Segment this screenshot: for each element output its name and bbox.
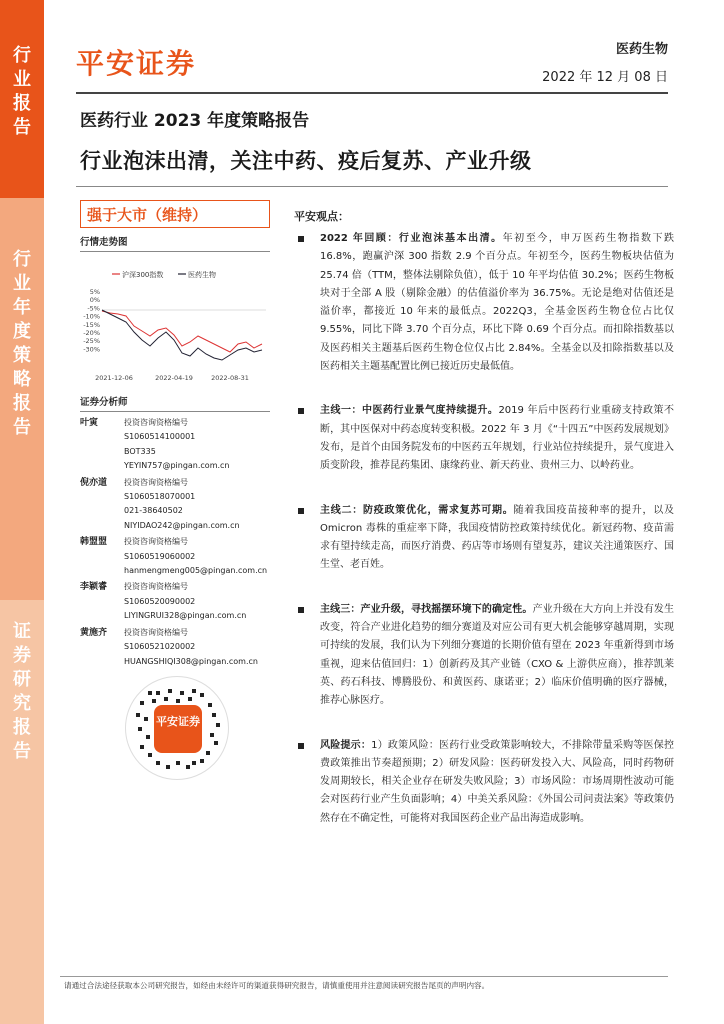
y-tick-label: -10%	[83, 312, 100, 321]
view-item	[294, 601, 674, 711]
x-tick-label: 2022-04-19	[155, 374, 193, 382]
y-tick-label: 5%	[89, 288, 100, 296]
view-item	[294, 502, 674, 575]
sector-series-line	[102, 310, 262, 360]
view-lead: 主线一：中医药行业景气度持续提升。	[320, 405, 499, 417]
rating-box	[80, 200, 270, 228]
report-subtitle: 医药行业 2023 年度策略报告	[80, 111, 310, 131]
x-tick-label: 2021-12-06	[95, 374, 133, 382]
left-column	[80, 200, 270, 671]
sidebar-middle-block	[0, 198, 44, 600]
rating-text: 强于大市（维持）	[87, 206, 208, 224]
analyst-phone: 021-38640502	[124, 506, 183, 516]
view-text: 2019 年后中医药行业重磅支持政策不断，其中医保对中药态度转变积极。2022 年 3 月《“十四五”中医药发展规划》发布，是首个由国务院发布的中医药五年规划，行业站位持续提升，景气度进入质变阶段，推荐昆药集团、康缘药业、新天药业、贵州三力、以岭药业。	[320, 405, 675, 472]
y-tick-label: -25%	[83, 337, 100, 346]
analyst-name: 韩盟盟	[80, 537, 108, 548]
view-text: 年初至今，申万医药生物指数下跌 16.8%，跑赢沪深 300 指数 2.9 个百分点。年初至今，医药生物板块估值为 25.74 倍（TTM，整体法剔除负值），低于 10 年平均估值 30.2%；医药生物板块对于全部 A 股（剔除金融）的估值溢价率为 36.75%。无论是绝对估值还是溢价率，都接近 10 年来的最低点。2022Q3，全基金医药生物仓位占比仅 9.55%，同比下降 3.70 个百分点，环比下降 0.69 个百分点。而扣除指数基以及医药相关主题基后医药生物仓位仅占比 2.84%。全基金以及扣除指数基以及医药相关主题基配置比例已接近历史最低值。	[320, 233, 674, 373]
y-tick-label: -30%	[83, 345, 100, 354]
analyst-entry	[80, 535, 270, 578]
analyst-cert-no: S1060518070001	[124, 492, 196, 502]
right-column	[294, 208, 674, 828]
analyst-entry	[80, 626, 270, 669]
footer-divider	[60, 976, 668, 977]
view-text: 随着我国疫苗接种率的提升，以及 Omicron 毒株的重症率下降，我国疫情防控政策持续优化。新冠药物、疫苗需求有望持续走高，而医疗消费、药店等市场则有望复苏，建议关注通策医疗、国生堂、老百姓。	[320, 504, 674, 571]
analyst-cert-no: S1060520090002	[124, 596, 196, 606]
analyst-name: 李颖睿	[80, 582, 108, 593]
analyst-entry	[80, 580, 270, 623]
y-tick-label: -20%	[83, 329, 100, 337]
sidebar-bottom-label: 证券研究报告	[13, 621, 31, 762]
analyst-cert-label: 投资咨询资格编号	[124, 627, 188, 637]
title-divider	[76, 186, 668, 187]
footer-disclaimer: 请通过合法途径获取本公司研究报告，如经由未经许可的渠道获得研究报告，请慎重使用并注意阅读研究报告尾页的声明内容。	[64, 981, 490, 990]
analyst-cert-label: 投资咨询资格编号	[124, 477, 188, 487]
analyst-name: 叶寅	[80, 418, 99, 428]
report-title: 行业泡沫出清，关注中药、疫后复苏、产业升级	[80, 149, 532, 173]
qr-logo: 平安证券	[154, 705, 202, 753]
qr-code[interactable]	[125, 676, 229, 780]
sidebar-top-label: 行业报告	[13, 45, 31, 138]
x-tick-label: 2022-08-31	[211, 374, 249, 382]
view-item	[294, 230, 674, 376]
index-series-line	[102, 311, 262, 352]
view-text: 1）政策风险：医药行业受政策影响较大，不排除带量采购等医保控费政策推出节奏超预期；2）研发风险：医药研发投入大、风险高，同时药物研发周期较长，相关企业存在研发失败风险；3）市场风险：市场周期性波动可能会对医药行业产生负面影响；4）中美关系风险：《外国公司问责法案》等政策仍然存在不确定性，可能将对我国医药企业产品出海造成影响。	[320, 739, 674, 824]
view-lead: 风险提示：	[320, 739, 372, 751]
analyst-email[interactable]: hanmengmeng005@pingan.com.cn	[124, 566, 268, 576]
view-item	[294, 402, 674, 475]
sidebar-bottom-block	[0, 600, 44, 1024]
sidebar	[0, 0, 44, 1024]
y-tick-label: -5%	[87, 304, 100, 313]
analyst-name: 倪亦道	[80, 477, 108, 488]
trend-chart	[80, 256, 270, 388]
legend-index-label: 沪深300指数	[122, 271, 164, 279]
view-text: 产业升级在大方向上并没有发生改变，符合产业进化趋势的细分赛道及对应公司有更大机会能够穿越周期，实现可持续的发展，我们认为下列细分赛道的长期价值有望在 2023 年重新得到市场重视，迎来估值回归：1）创新药及其产业链（CXO & 上游供应商），推荐凯莱英、药石科技、博腾股份、和黄医药、康诺亚；2）临床价值明确的医疗器械，推荐心脉医疗。	[320, 603, 675, 707]
y-tick-label: -15%	[83, 320, 100, 329]
analyst-cert-no: S1060519060002	[124, 551, 196, 561]
bullet-square-icon	[298, 236, 304, 242]
analyst-cert-label: 投资咨询资格编号	[124, 418, 188, 427]
y-tick-label: 0%	[89, 296, 100, 305]
bullet-square-icon	[298, 607, 304, 613]
views-heading: 平安观点：	[294, 210, 349, 223]
analyst-email[interactable]: NIYIDAO242@pingan.com.cn	[124, 520, 240, 530]
view-item	[294, 737, 674, 828]
analyst-phone: BOT335	[124, 446, 156, 456]
trend-divider	[80, 251, 270, 252]
analyst-cert-no: S1060514100001	[124, 432, 196, 442]
bullet-square-icon	[298, 743, 304, 749]
analyst-cert-no: S1060521020002	[124, 642, 196, 652]
analyst-entry	[80, 476, 270, 534]
legend-sector-label: 医药生物	[188, 271, 216, 279]
analyst-name: 黄施齐	[80, 627, 108, 638]
analyst-cert-label: 投资咨询资格编号	[124, 537, 188, 547]
analyst-email[interactable]: HUANGSHIQI308@pingan.com.cn	[124, 656, 258, 666]
company-logo: 平安证券	[76, 47, 197, 80]
header-divider	[76, 92, 668, 94]
sidebar-top-block	[0, 0, 44, 198]
analyst-email[interactable]: LIYINGRUI328@pingan.com.cn	[124, 611, 247, 621]
trend-label: 行情走势图	[80, 237, 128, 248]
y-axis-ticks	[83, 288, 100, 353]
view-lead: 主线二：防疫政策优化，需求复苏可期。	[320, 504, 514, 516]
view-lead: 主线三：产业升级，寻找摇摆环境下的确定性。	[320, 603, 533, 615]
report-date: 2022 年 12 月 08 日	[542, 70, 668, 85]
analyst-entry	[80, 416, 270, 474]
analyst-email[interactable]: YEYIN757@pingan.com.cn	[124, 461, 230, 471]
analyst-divider	[80, 411, 270, 412]
sidebar-middle-label: 行业年度策略报告	[13, 249, 31, 438]
bullet-square-icon	[298, 408, 304, 414]
analyst-cert-label: 投资咨询资格编号	[124, 582, 188, 592]
bullet-square-icon	[298, 508, 304, 514]
x-axis-ticks	[95, 374, 249, 382]
industry-label: 医药生物	[615, 42, 668, 57]
analyst-heading: 证券分析师	[80, 397, 128, 408]
view-lead: 2022 年回顾：行业泡沫基本出清。	[320, 233, 503, 244]
trend-chart-svg	[80, 256, 270, 384]
